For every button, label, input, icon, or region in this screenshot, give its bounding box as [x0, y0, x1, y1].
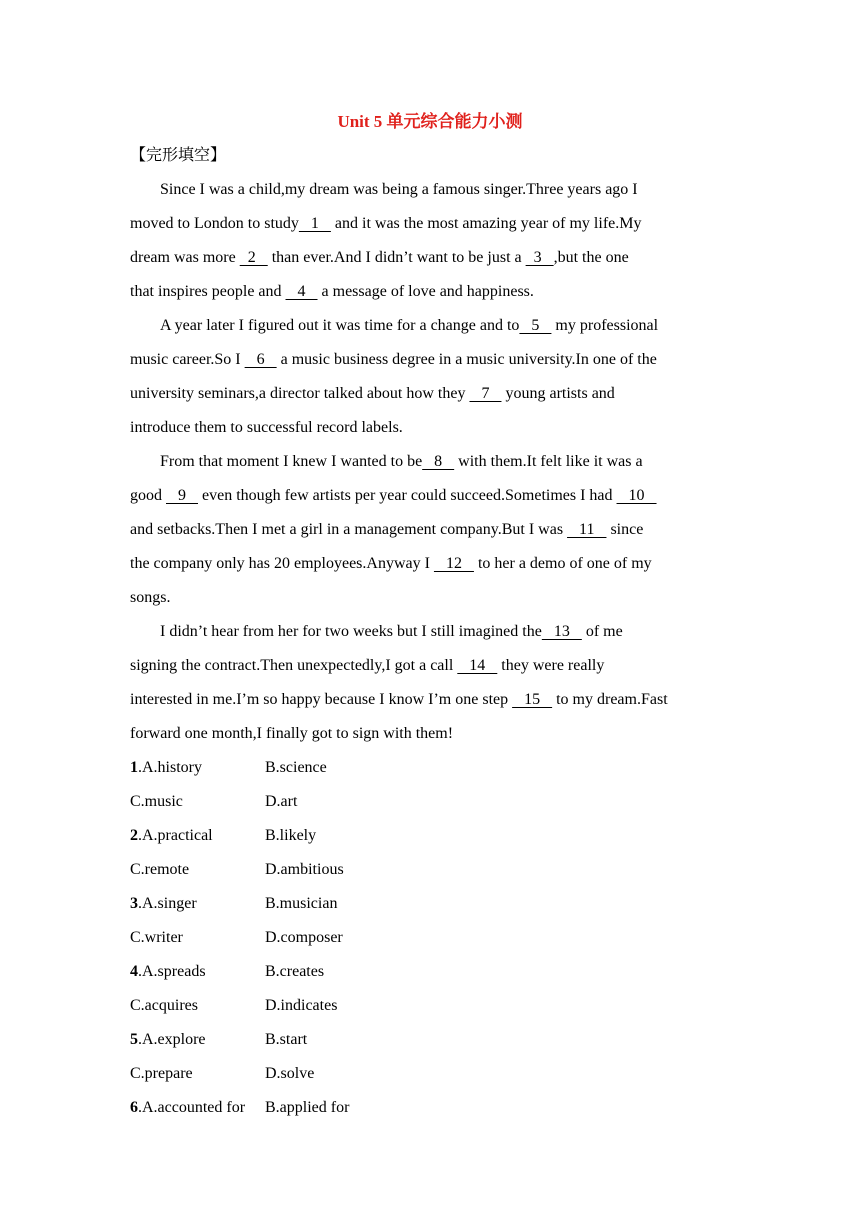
question-3-option-b: B.musician — [265, 895, 338, 912]
passage-line: music career.So I 6 a music business degree in a music university.In one of the — [130, 349, 657, 371]
blank-3: 3 — [525, 249, 554, 266]
question-5-option-c: C.prepare — [130, 1065, 193, 1082]
blank-14: 14 — [457, 657, 498, 674]
section-heading: 【完形填空】 — [130, 147, 227, 164]
blank-10: 10 — [616, 487, 657, 504]
passage-line: interested in me.I’m so happy because I know I’m one step 15 to my dream.Fast — [130, 689, 668, 711]
passage-line: A year later I figured out it was time for a change and to 5 my professional — [160, 315, 658, 337]
question-1-option-a: 1.A.history — [130, 759, 202, 776]
blank-11: 11 — [567, 521, 607, 538]
passage-line: songs. — [130, 589, 171, 606]
passage-line: forward one month,I finally got to sign with them! — [130, 725, 454, 742]
blank-7: 7 — [469, 385, 502, 402]
passage-line: dream was more 2 than ever.And I didn’t want to be just a 3 ,but the one — [130, 247, 629, 269]
question-2-option-c: C.remote — [130, 861, 190, 878]
blank-6: 6 — [244, 351, 277, 368]
question-5-option-a: 5.A.explore — [130, 1031, 206, 1048]
question-2-option-d: D.ambitious — [265, 861, 344, 878]
passage-line: university seminars,a director talked about how they 7 young artists and — [130, 383, 615, 405]
page-title: Unit 5 单元综合能力小测 — [337, 112, 523, 131]
passage-line: that inspires people and 4 a message of love and happiness. — [130, 281, 534, 303]
question-2-option-a: 2.A.practical — [130, 827, 213, 844]
blank-2: 2 — [239, 249, 268, 266]
question-4-option-d: D.indicates — [265, 997, 338, 1014]
question-3-option-d: D.composer — [265, 929, 343, 946]
blank-4: 4 — [285, 283, 318, 300]
blank-13: 13 — [541, 623, 582, 640]
question-1-option-c: C.music — [130, 793, 183, 810]
blank-12: 12 — [433, 555, 474, 572]
question-6-option-b: B.applied for — [265, 1099, 350, 1116]
passage-line: introduce them to successful record labels. — [130, 419, 403, 436]
question-6-option-a: 6.A.accounted for — [130, 1099, 246, 1116]
passage-line: Since I was a child,my dream was being a famous singer.Three years ago I — [160, 181, 638, 198]
question-4-option-a: 4.A.spreads — [130, 963, 206, 980]
passage-line: moved to London to study 1 and it was the most amazing year of my life.My — [130, 213, 641, 235]
blank-9: 9 — [166, 487, 198, 504]
question-4-option-c: C.acquires — [130, 997, 198, 1014]
passage-line: and setbacks.Then I met a girl in a management company.But I was 11 since — [130, 519, 643, 541]
question-1-option-d: D.art — [265, 793, 298, 810]
passage-line: I didn’t hear from her for two weeks but I still imagined the 13 of me — [160, 621, 623, 643]
blank-15: 15 — [512, 691, 553, 708]
blank-5: 5 — [519, 317, 552, 334]
question-3-option-a: 3.A.singer — [130, 895, 197, 912]
blank-1: 1 — [298, 215, 331, 232]
blank-8: 8 — [422, 453, 455, 470]
question-4-option-b: B.creates — [265, 963, 325, 980]
passage-line: signing the contract.Then unexpectedly,I got a call 14 they were really — [130, 655, 604, 677]
question-3-option-c: C.writer — [130, 929, 183, 946]
question-5-option-b: B.start — [265, 1031, 308, 1048]
question-2-option-b: B.likely — [265, 827, 317, 844]
passage-line: From that moment I knew I wanted to be 8 with them.It felt like it was a — [160, 451, 643, 473]
question-1-option-b: B.science — [265, 759, 327, 776]
passage-line: good 9 even though few artists per year could succeed.Sometimes I had 10 — [130, 485, 657, 507]
question-5-option-d: D.solve — [265, 1065, 315, 1082]
passage-line: the company only has 20 employees.Anyway I 12 to her a demo of one of my — [130, 553, 652, 575]
